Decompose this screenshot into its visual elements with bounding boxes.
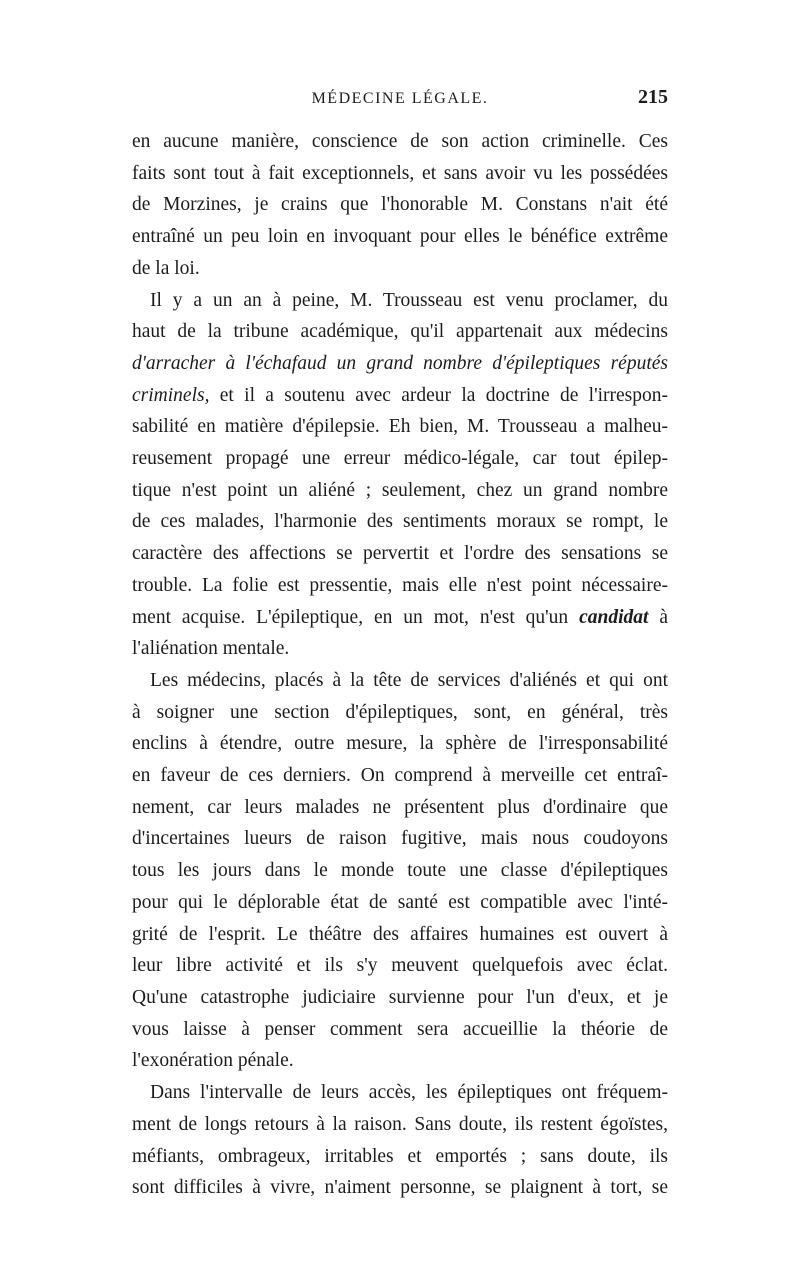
text-line: faits sont tout à fait exceptionnels, et sans avoir vu les possédées (132, 162, 668, 184)
text-line: vous laisse à penser comment sera accueillie la théorie de (132, 1018, 668, 1040)
text-line-italic (132, 348, 668, 380)
text-line: ment de longs retours à la raison. Sans doute, ils restent égoïstes, (132, 1113, 668, 1135)
text-fragment: à (648, 606, 669, 628)
text-line: sabilité en matière d'épilepsie. Eh bien, M. Trousseau a malheu- (132, 416, 668, 438)
text-line: caractère des affections se pervertit et l'ordre des sensations se (132, 543, 668, 565)
text-line: Il y a un an à peine, M. Trousseau est venu proclamer, du (150, 289, 668, 311)
text-line (132, 602, 668, 634)
italic-phrase: criminels, (132, 384, 210, 406)
text-line: Les médecins, placés à la tête de services d'aliénés et qui ont (150, 669, 668, 691)
text-line: l'aliénation mentale. (132, 638, 290, 660)
text-line: reusement propagé une erreur médico-légale, car tout épilep- (132, 448, 668, 470)
italic-phrase: d'arracher à l'échafaud un grand nombre d'épileptiques réputés (132, 352, 668, 374)
text-line: de Morzines, je crains que l'honorable M. Constans n'ait été (132, 194, 668, 216)
text-line: de la loi. (132, 257, 200, 279)
text-line: méfiants, ombrageux, irritables et emportés ; sans doute, ils (132, 1145, 668, 1167)
text-line: grité de l'esprit. Le théâtre des affaires humaines est ouvert à (132, 923, 668, 945)
text-line (132, 380, 668, 412)
page-number: 215 (638, 86, 668, 108)
text-fragment: ment acquise. L'épileptique, en un mot, n'est qu'un (132, 606, 580, 628)
text-line: trouble. La folie est pressentie, mais elle n'est point nécessaire- (132, 574, 668, 596)
text-line: leur libre activité et ils s'y meuvent quelquefois avec éclat. (132, 955, 668, 977)
text-line: entraîné un peu loin en invoquant pour elles le bénéfice extrême (132, 226, 668, 248)
text-line: enclins à étendre, outre mesure, la sphère de l'irresponsabilité (132, 733, 668, 755)
text-line: d'incertaines lueurs de raison fugitive, mais nous coudoyons (132, 828, 668, 850)
text-line: pour qui le déplorable état de santé est compatible avec l'inté- (132, 891, 668, 913)
text-line: tous les jours dans le monde toute une classe d'épileptiques (132, 860, 668, 882)
running-head (132, 86, 668, 120)
text-line: sont difficiles à vivre, n'aiment personne, se plaignent à tort, se (132, 1177, 668, 1199)
text-line: à soigner une section d'épileptiques, sont, en général, très (132, 701, 668, 723)
text-line: tique n'est point un aliéné ; seulement, chez un grand nombre (132, 479, 668, 501)
text-line: nement, car leurs malades ne présentent plus d'ordinaire que (132, 796, 668, 818)
text-line: en aucune manière, conscience de son action criminelle. Ces (132, 131, 668, 152)
text-line: Dans l'intervalle de leurs accès, les épileptiques ont fréquem- (150, 1082, 668, 1104)
text-line: en faveur de ces derniers. On comprend à merveille cet entraî- (132, 765, 668, 787)
text-line: Qu'une catastrophe judiciaire survienne pour l'un d'eux, et je (132, 986, 668, 1008)
italic-phrase: candidat (579, 606, 649, 628)
running-title: MÉDECINE LÉGALE. (311, 90, 489, 107)
text-line: de ces malades, l'harmonie des sentiments moraux se rompt, le (132, 511, 668, 533)
text-fragment: et il a soutenu avec ardeur la doctrine de l'irrespon- (209, 384, 668, 406)
body-text (132, 126, 668, 1204)
text-line: haut de la tribune académique, qu'il appartenait aux médecins (132, 321, 668, 343)
text-line: l'exonération pénale. (132, 1050, 294, 1072)
